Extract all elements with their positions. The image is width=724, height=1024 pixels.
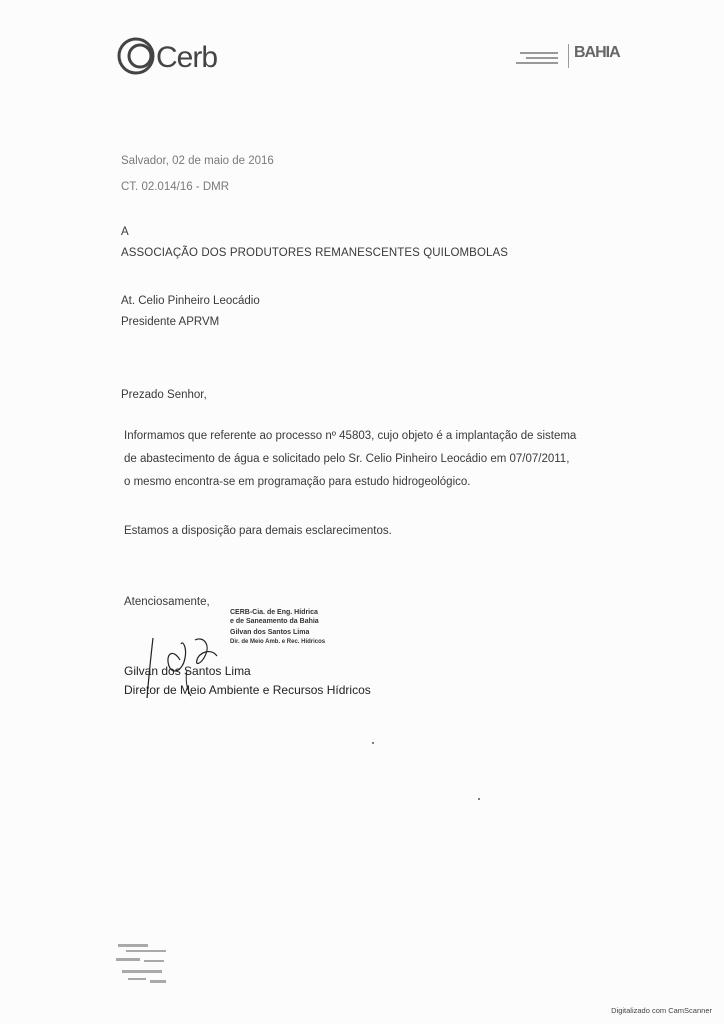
place-date: Salvador, 02 de maio de 2016 [121,155,274,167]
cerb-logo-icon [116,34,160,78]
logo-text: Cerb [156,41,218,74]
gov-divider [568,44,569,68]
body-line-3: o mesmo encontra-se em programação para estudo hidrogeológico. [124,476,471,488]
scan-speck [478,798,480,800]
stamp-line-2: e de Saneamento da Bahia [230,617,319,625]
signatory-title: Diretor de Meio Ambiente e Recursos Hídricos [124,683,371,697]
scan-smudge [114,940,174,990]
body-line-1: Informamos que referente ao processo nº 45803, cujo objeto é a implantação de sistema [124,430,577,442]
reference-number: CT. 02.014/16 - DMR [121,181,230,193]
sign-off: Atenciosamente, [124,596,210,608]
scanner-watermark: Digitalizado com CamScanner [611,1006,712,1015]
official-stamp [230,609,370,646]
stamp-line-1: CERB-Cia. de Eng. Hídrica [230,609,318,616]
scan-speck [372,742,374,744]
cerb-logo [116,34,236,84]
closing-line: Estamos a disposição para demais esclarecimentos. [124,525,392,537]
gov-bahia-text: BAHIA [574,44,620,61]
stamp-line-4: Dir. de Meio Amb. e Rec. Hídricos [230,638,326,645]
attention-line: At. Celio Pinheiro Leocádio [121,295,260,307]
signatory-name: Gilvan dos Santos Lima [124,664,251,678]
attention-title: Presidente APRVM [121,316,220,328]
to-prefix: A [121,226,129,238]
government-logo [512,42,632,76]
recipient-org: ASSOCIAÇÃO DOS PRODUTORES REMANESCENTES QUILOMBOLAS [121,247,509,259]
body-line-2: de abastecimento de água e solicitado pelo Sr. Celio Pinheiro Leocádio em 07/07/2011, [124,453,570,465]
stamp-line-3: Gilvan dos Santos Lima [230,629,310,636]
government-emblem-icon [512,48,562,70]
salutation: Prezado Senhor, [121,389,207,401]
